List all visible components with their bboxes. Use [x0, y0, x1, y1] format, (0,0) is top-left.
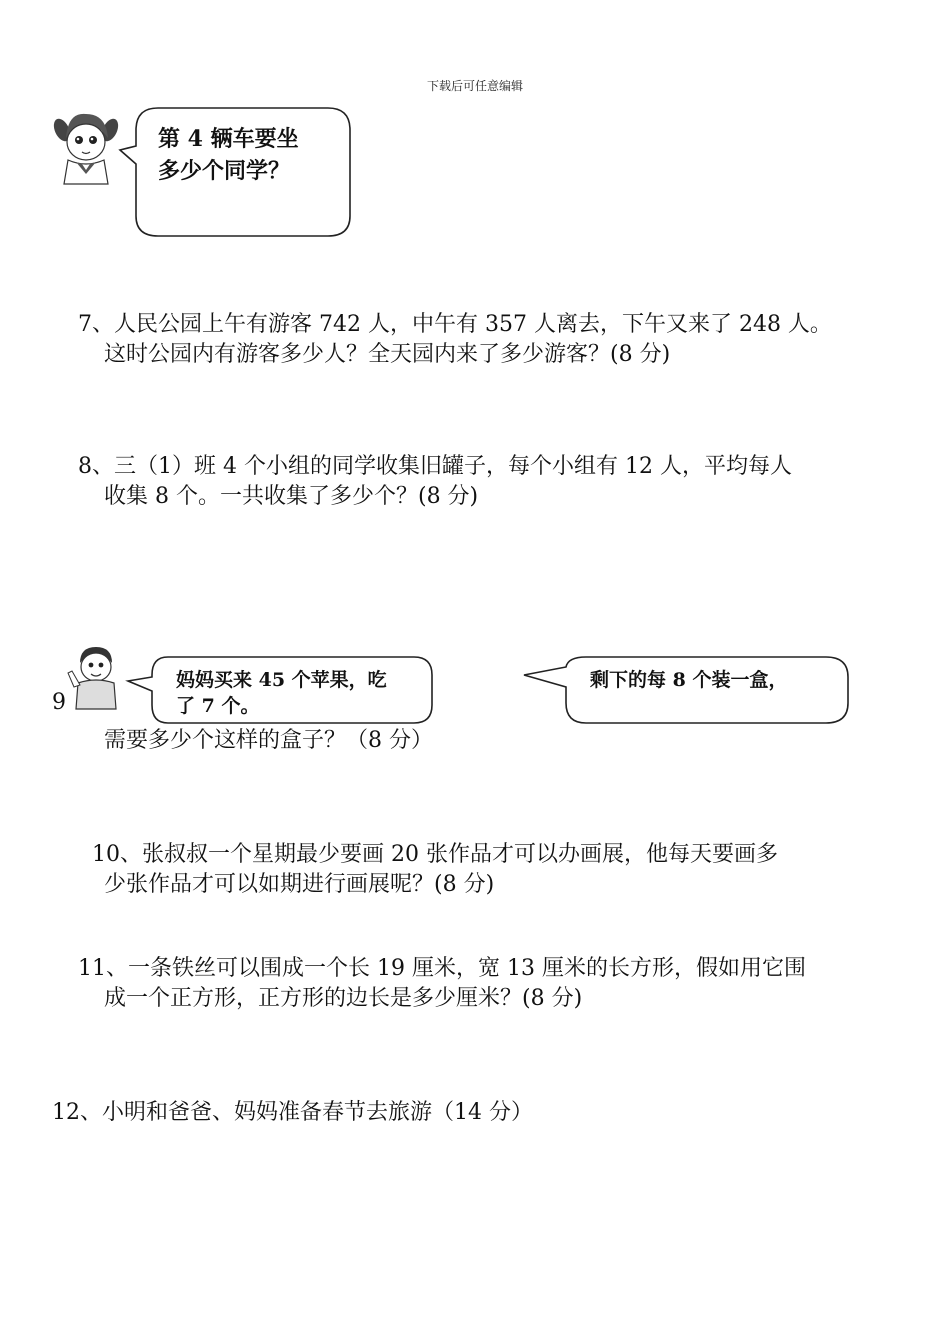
question-12-line1: 12、小明和爸爸、妈妈准备春节去旅游（14 分） — [52, 1100, 533, 1125]
question-8-line1: 8、三（1）班 4 个小组的同学收集旧罐子，每个小组有 12 人，平均每人 — [78, 454, 792, 479]
question-9-line2: 需要多少个这样的盒子？（8 分） — [104, 728, 433, 753]
girl-illustration-icon — [52, 108, 122, 188]
bubble-q9-right: 剩下的每 8 个装一盒， — [590, 669, 788, 691]
question-10-line1: 10、张叔叔一个星期最少要画 20 张作品才可以办画展，他每天要画多 — [92, 842, 778, 867]
question-11-line1: 11、一条铁丝可以围成一个长 19 厘米，宽 13 厘米的长方形，假如用它围 — [78, 956, 806, 981]
bubble-top-line1: 第 4 辆车要坐 — [158, 126, 299, 152]
question-7-line1: 7、人民公园上午有游客 742 人，中午有 357 人离去，下午又来了 248 人。 — [78, 312, 832, 337]
page-header: 下载后可任意编辑 — [426, 79, 523, 93]
question-7-line2: 这时公园内有游客多少人？全天园内来了多少游客？(8 分) — [104, 342, 671, 367]
question-8-line2: 收集 8 个。一共收集了多少个？(8 分) — [104, 484, 479, 509]
bubble-q9-left-line1: 妈妈买来 45 个苹果，吃 — [176, 669, 387, 691]
bubble-q9-left-line2: 了 7 个。 — [176, 695, 260, 717]
question-9-number: 9 — [52, 690, 66, 715]
bubble-top-line2: 多少个同学？ — [158, 158, 291, 184]
question-10-line2: 少张作品才可以如期进行画展呢？(8 分) — [104, 872, 495, 897]
boy-illustration-icon — [66, 643, 126, 711]
question-11-line2: 成一个正方形，正方形的边长是多少厘米？(8 分) — [104, 986, 583, 1011]
